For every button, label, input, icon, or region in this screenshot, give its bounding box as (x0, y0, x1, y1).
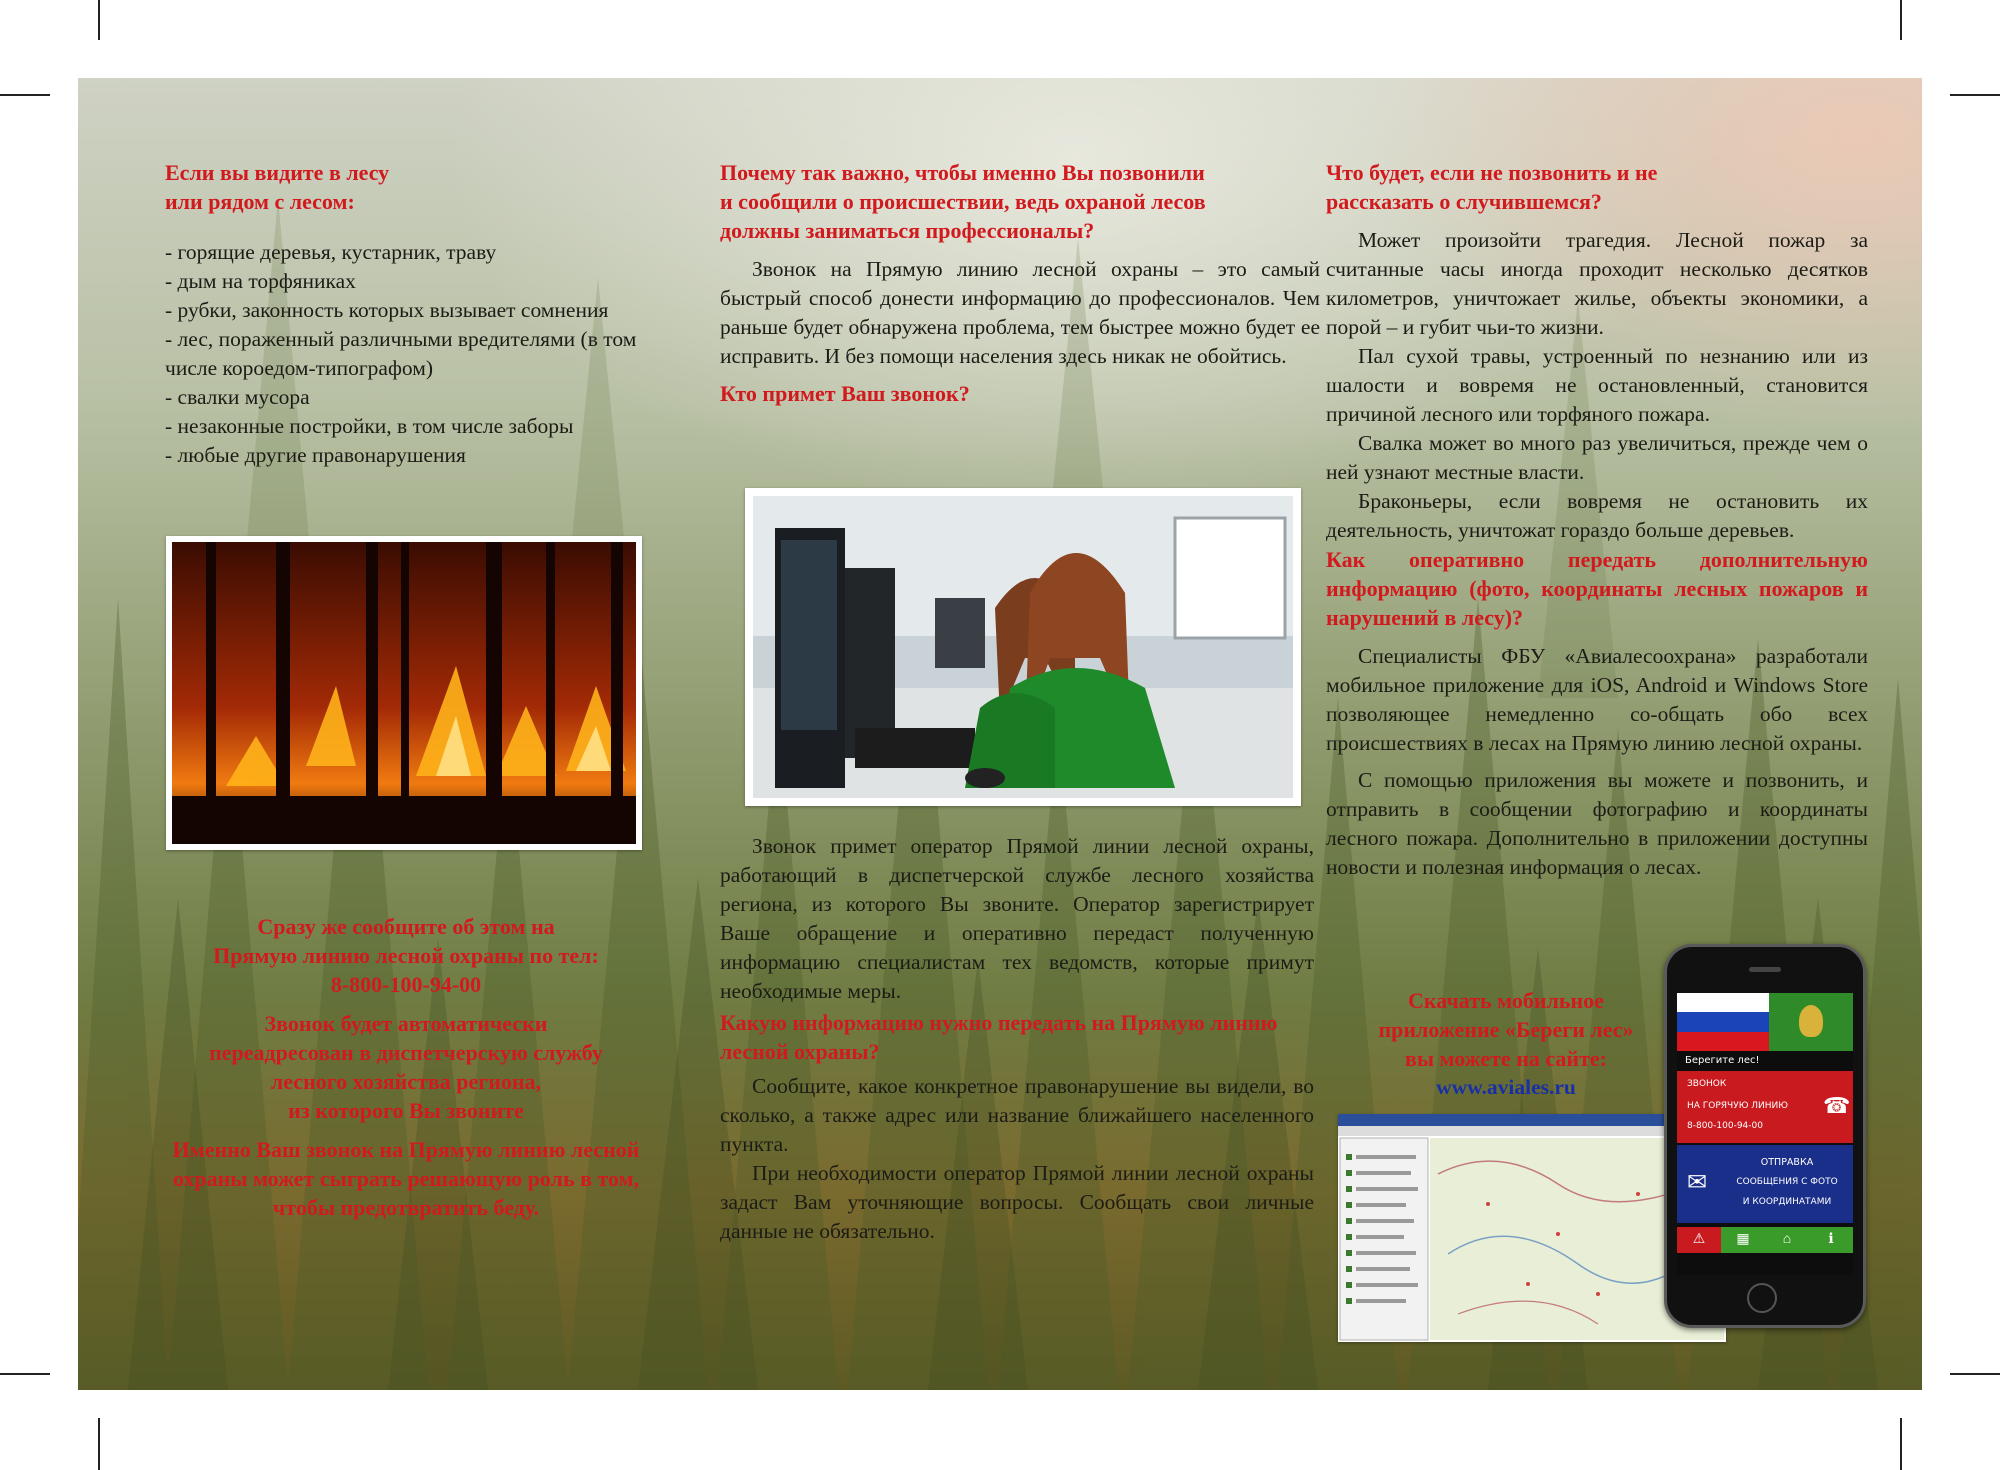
call-button-number: 8-800-100-94-00 (1687, 1121, 1763, 1131)
left-heading-line-2: или рядом с лесом: (165, 189, 355, 214)
phone-home-button[interactable] (1747, 1283, 1777, 1313)
handset-icon: ☎ (1823, 1093, 1851, 1118)
download-line-2: приложение «Береги лес» (1378, 1017, 1634, 1042)
call-button-line-2: НА ГОРЯЧУЮ ЛИНИЮ (1687, 1101, 1788, 1111)
forest-fire-photo (166, 536, 642, 850)
crop-mark (1900, 1418, 1902, 1470)
emblem-icon (1799, 1005, 1823, 1037)
smartphone-app-mockup (1664, 944, 1866, 1328)
consequence-paragraph-2: Пал сухой травы, устроенный по незнанию или из шалости и вовремя не остановленный, становится причиной лесного или торфяного пожара. (1326, 344, 1868, 426)
who-paragraph: Звонок примет оператор Прямой линии лесной охраны, работающий в диспетчерской службе лесного хозяйства региона, из которого Вы звоните. Оператор зарегистрирует Ваше обращение и оперативно передаст полученную информацию специалистам тех ведомств, которые примут необходимые меры. (720, 834, 1314, 1003)
consequence-paragraph-3: Свалка может во много раз увеличиться, прежде чем о ней узнают местные власти. (1326, 431, 1868, 484)
app-heading: Как оперативно передать дополнительную информацию (фото, координаты лесных пожаров и нарушений в лесу)? (1326, 547, 1868, 630)
brochure-sheet (78, 78, 1922, 1390)
home-tab-icon[interactable]: ⌂ (1765, 1227, 1809, 1253)
why-paragraph: Звонок на Прямую линию лесной охраны – это самый быстрый способ донести информацию до профессионалов. Чем раньше будет обнаружена проблема, тем быстрее можно будет ее исправить. И без помощи населения здесь никак не обойтись. (720, 257, 1320, 368)
russian-flag (1677, 993, 1769, 1051)
phone-send-button[interactable] (1677, 1145, 1853, 1223)
crop-mark (98, 0, 100, 40)
crop-mark (98, 1418, 100, 1470)
call-line-2: Прямую линию лесной охраны по тел: (213, 943, 599, 968)
middle-column-top (720, 158, 1320, 408)
map-tab-icon[interactable]: ▦ (1721, 1227, 1765, 1253)
list-item: - незаконные постройки, в том числе заборы (165, 414, 574, 438)
list-item: - рубки, законность которых вызывает сомнения (165, 298, 609, 322)
consequence-paragraph-1: Может произойти трагедия. Лесной пожар за считанные часы иногда проходит несколько десятков километров, уничтожает жилье, объекты экономики, а порой – и губит чьи-то жизни. (1326, 228, 1868, 339)
crop-mark (0, 1373, 50, 1375)
app-paragraph-1: Специалисты ФБУ «Авиалесоохрана» разработали мобильное приложение для iOS, Android и Windows Store позволяющее немедленно со-общать обо всех происшествиях в лесах на Прямую линию лесной охраны. (1326, 644, 1868, 755)
crop-mark (1950, 1373, 2000, 1375)
what-info-paragraph: Сообщите, какое конкретное правонарушение вы видели, во сколько, а также адрес или название ближайшего населенного пункта. (720, 1074, 1314, 1156)
warning-tab-icon[interactable]: ⚠ (1677, 1227, 1721, 1253)
phone-tab-bar (1677, 1227, 1853, 1253)
left-heading-line-1: Если вы видите в лесу (165, 160, 390, 185)
phone-call-button[interactable] (1677, 1071, 1853, 1143)
list-item: - горящие деревья, кустарник, траву (165, 240, 497, 264)
right-column (1326, 158, 1868, 882)
left-column (165, 158, 645, 470)
redirect-line-3: лесного хозяйства региона, (270, 1069, 542, 1094)
redirect-line-2: переадресован в диспетчерскую службу (209, 1040, 603, 1065)
crop-mark (0, 94, 50, 96)
crop-mark (1900, 0, 1902, 40)
what-info-heading: Какую информацию нужно передать на Прямую линию лесной охраны? (720, 1010, 1278, 1064)
app-paragraph-2: С помощью приложения вы можете и позвонить, и отправить в сообщении фотографию и координаты лесного пожара. Дополнительно в приложении доступны новости и полезная информация о лесах. (1326, 768, 1868, 879)
left-call-block (165, 912, 647, 1222)
list-item: - лес, пораженный различными вредителями (в том числе короедом-типографом) (165, 327, 637, 380)
send-button-line-1: ОТПРАВКА (1760, 1157, 1814, 1168)
website-link[interactable]: www.aviales.ru (1436, 1075, 1576, 1099)
redirect-line-4: из которого Вы звоните (288, 1098, 524, 1123)
violations-list (165, 238, 645, 470)
forestry-emblem (1769, 993, 1853, 1051)
list-item: - любые другие правонарушения (165, 443, 466, 467)
operator-photo (745, 488, 1301, 806)
consequence-heading: Что будет, если не позвонить и не рассказать о случившемся? (1326, 160, 1658, 214)
clarify-paragraph: При необходимости оператор Прямой линии лесной охраны задаст Вам уточняющие вопросы. Сообщать свои личные данные не обязательно. (720, 1161, 1314, 1243)
hotline-number: 8-800-100-94-00 (330, 972, 482, 997)
download-line-3: вы можете на сайте: (1405, 1046, 1607, 1071)
middle-column-bottom (720, 832, 1314, 1246)
important-call-text: Именно Ваш звонок на Прямую линию лесной охраны может сыграть решающую роль в том, чтобы предотвратить беду. (172, 1137, 640, 1220)
envelope-icon: ✉ (1687, 1170, 1708, 1196)
call-line-1: Сразу же сообщите об этом на (257, 914, 555, 939)
list-item: - свалки мусора (165, 385, 310, 409)
send-button-line-3: И КООРДИНАТАМИ (1742, 1197, 1832, 1207)
download-block (1346, 986, 1666, 1102)
who-heading: Кто примет Ваш звонок? (720, 381, 970, 406)
list-item: - дым на торфяниках (165, 269, 356, 293)
crop-mark (1950, 94, 2000, 96)
phone-app-title: Берегите лес! (1685, 1055, 1760, 1066)
call-button-line-1: ЗВОНОК (1687, 1079, 1727, 1089)
why-heading: Почему так важно, чтобы именно Вы позвонили и сообщили о происшествии, ведь охраной лесов должны заниматься профессионалы? (720, 160, 1206, 243)
consequence-paragraph-4: Браконьеры, если вовремя не остановить их деятельность, уничтожат гораздо больше деревьев. (1326, 489, 1868, 542)
send-button-line-2: СООБЩЕНИЯ С ФОТО (1736, 1177, 1838, 1187)
info-tab-icon[interactable]: ℹ (1809, 1227, 1853, 1253)
phone-speaker (1749, 967, 1781, 972)
redirect-line-1: Звонок будет автоматически (264, 1011, 548, 1036)
download-line-1: Скачать мобильное (1408, 988, 1604, 1013)
phone-screen (1677, 993, 1853, 1275)
